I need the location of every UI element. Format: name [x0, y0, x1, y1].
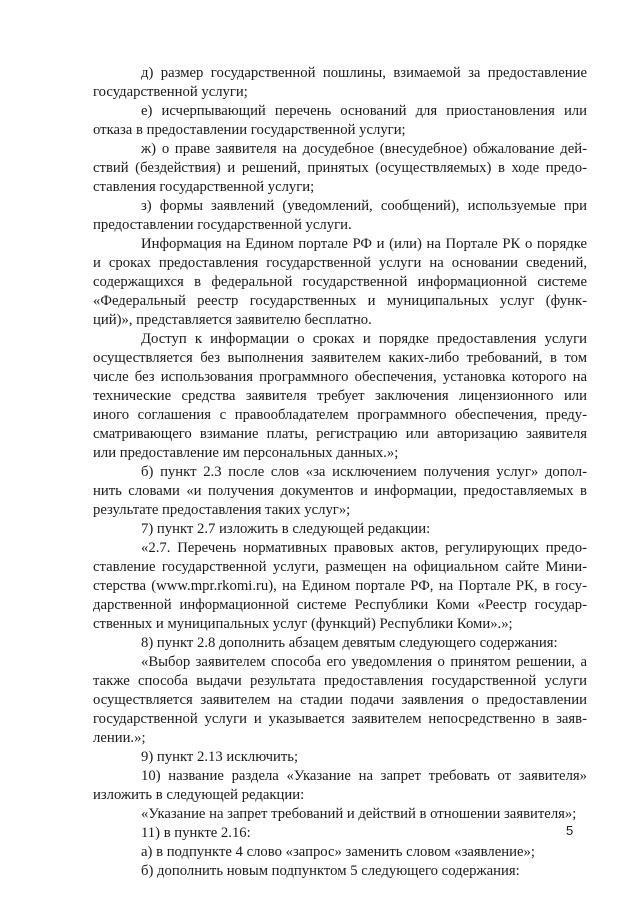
paragraph: [93, 805, 587, 824]
document-body: [93, 64, 587, 881]
text-line: отказа в предоставлении государственной услуги;: [93, 122, 406, 138]
text-line: содержащихся в федеральной государственной информационной системе: [93, 274, 587, 290]
paragraph: [93, 634, 587, 653]
paragraph: [93, 330, 587, 463]
text-line: а) в подпункте 4 слово «запрос» заменить словом «заявление»;: [141, 844, 535, 860]
text-line: предоставлении государственной услуги.: [93, 217, 352, 233]
text-line: государственной услуги и указывается заявителем непосредственно в заяв-: [93, 711, 587, 727]
text-line: стерства (www.mpr.rkomi.ru), на Едином портале РФ, на Портале РК, в госу-: [93, 578, 587, 594]
text-line: Доступ к информации о сроках и порядке предоставления услуги: [141, 331, 587, 347]
text-line: 8) пункт 2.8 дополнить абзацем девятым следующего содержания:: [141, 635, 558, 651]
text-line: также способа выдачи результата предоставления государственной услуги: [93, 673, 587, 689]
text-line: нить словами «и получения документов и информации, предоставляемых в: [93, 483, 587, 499]
text-line: з) формы заявлений (уведомлений, сообщений), используемые при: [141, 198, 587, 214]
text-line: лении.»;: [93, 730, 146, 746]
text-line: дарственной информационной системе Республики Коми «Реестр государ-: [93, 597, 587, 613]
paragraph: [93, 748, 587, 767]
paragraph: [93, 539, 587, 634]
text-line: осуществляется заявителем на стадии подачи заявления о предоставлении: [93, 692, 587, 708]
text-line: 11) в пункте 2.16:: [141, 825, 251, 841]
paragraph: [93, 824, 587, 843]
text-line: ций)», представляется заявителю бесплатно.: [93, 312, 372, 328]
text-line: 9) пункт 2.13 исключить;: [141, 749, 299, 765]
text-line: или предоставление им персональных данных.»;: [93, 445, 399, 461]
paragraph: [93, 140, 587, 197]
text-line: «Федеральный реестр государственных и муниципальных услуг (функ-: [93, 293, 587, 309]
text-line: ж) о праве заявителя на досудебное (внесудебное) обжалование дей-: [141, 141, 587, 157]
text-line: 7) пункт 2.7 изложить в следующей редакции:: [141, 521, 431, 537]
text-line: государственной услуги;: [93, 84, 248, 100]
text-line: «2.7. Перечень нормативных правовых актов, регулирующих предо-: [141, 540, 587, 556]
text-line: ственных и муниципальных услуг (функций) Республики Коми».»;: [93, 616, 513, 632]
text-line: 10) название раздела «Указание на запрет требовать от заявителя»: [141, 768, 587, 784]
paragraph: [93, 235, 587, 330]
paragraph: [93, 843, 587, 862]
text-line: Информация на Едином портале РФ и (или) на Портале РК о порядке: [141, 236, 587, 252]
text-line: и сроках предоставления государственной услуги на основании сведений,: [93, 255, 587, 271]
paragraph: [93, 767, 587, 805]
text-line: ставление государственной услуги, размещен на официальном сайте Мини-: [93, 559, 587, 575]
page-number: 5: [566, 823, 574, 838]
text-line: е) исчерпывающий перечень оснований для приостановления или: [141, 103, 587, 119]
text-line: сматривающего взимание платы, регистрацию или авторизацию заявителя: [93, 426, 587, 442]
text-line: д) размер государственной пошлины, взимаемой за предоставление: [141, 65, 587, 81]
text-line: осуществляется без выполнения заявителем каких-либо требований, в том: [93, 350, 587, 366]
text-line: ставления государственной услуги;: [93, 179, 315, 195]
text-line: б) дополнить новым подпунктом 5 следующего содержания:: [141, 863, 520, 879]
text-line: б) пункт 2.3 после слов «за исключением получения услуг» допол-: [141, 464, 587, 480]
text-line: «Выбор заявителем способа его уведомления о принятом решении, а: [141, 654, 587, 670]
paragraph: [93, 653, 587, 748]
text-line: ствий (бездействия) и решений, принятых (осуществляемых) в ходе предо-: [93, 160, 587, 176]
paragraph: [93, 64, 587, 102]
paragraph: [93, 520, 587, 539]
paragraph: [93, 862, 587, 881]
text-line: числе без использования программного обеспечения, установка которого на: [93, 369, 587, 385]
text-line: «Указание на запрет требований и действий в отношении заявителя»;: [141, 806, 577, 822]
paragraph: [93, 197, 587, 235]
text-line: иного соглашения с правообладателем программного обеспечения, преду-: [93, 407, 587, 423]
text-line: результате предоставления таких услуг»;: [93, 502, 351, 518]
paragraph: [93, 463, 587, 520]
text-line: изложить в следующей редакции:: [93, 787, 305, 803]
paragraph: [93, 102, 587, 140]
text-line: технические средства заявителя требует заключения лицензионного или: [93, 388, 587, 404]
